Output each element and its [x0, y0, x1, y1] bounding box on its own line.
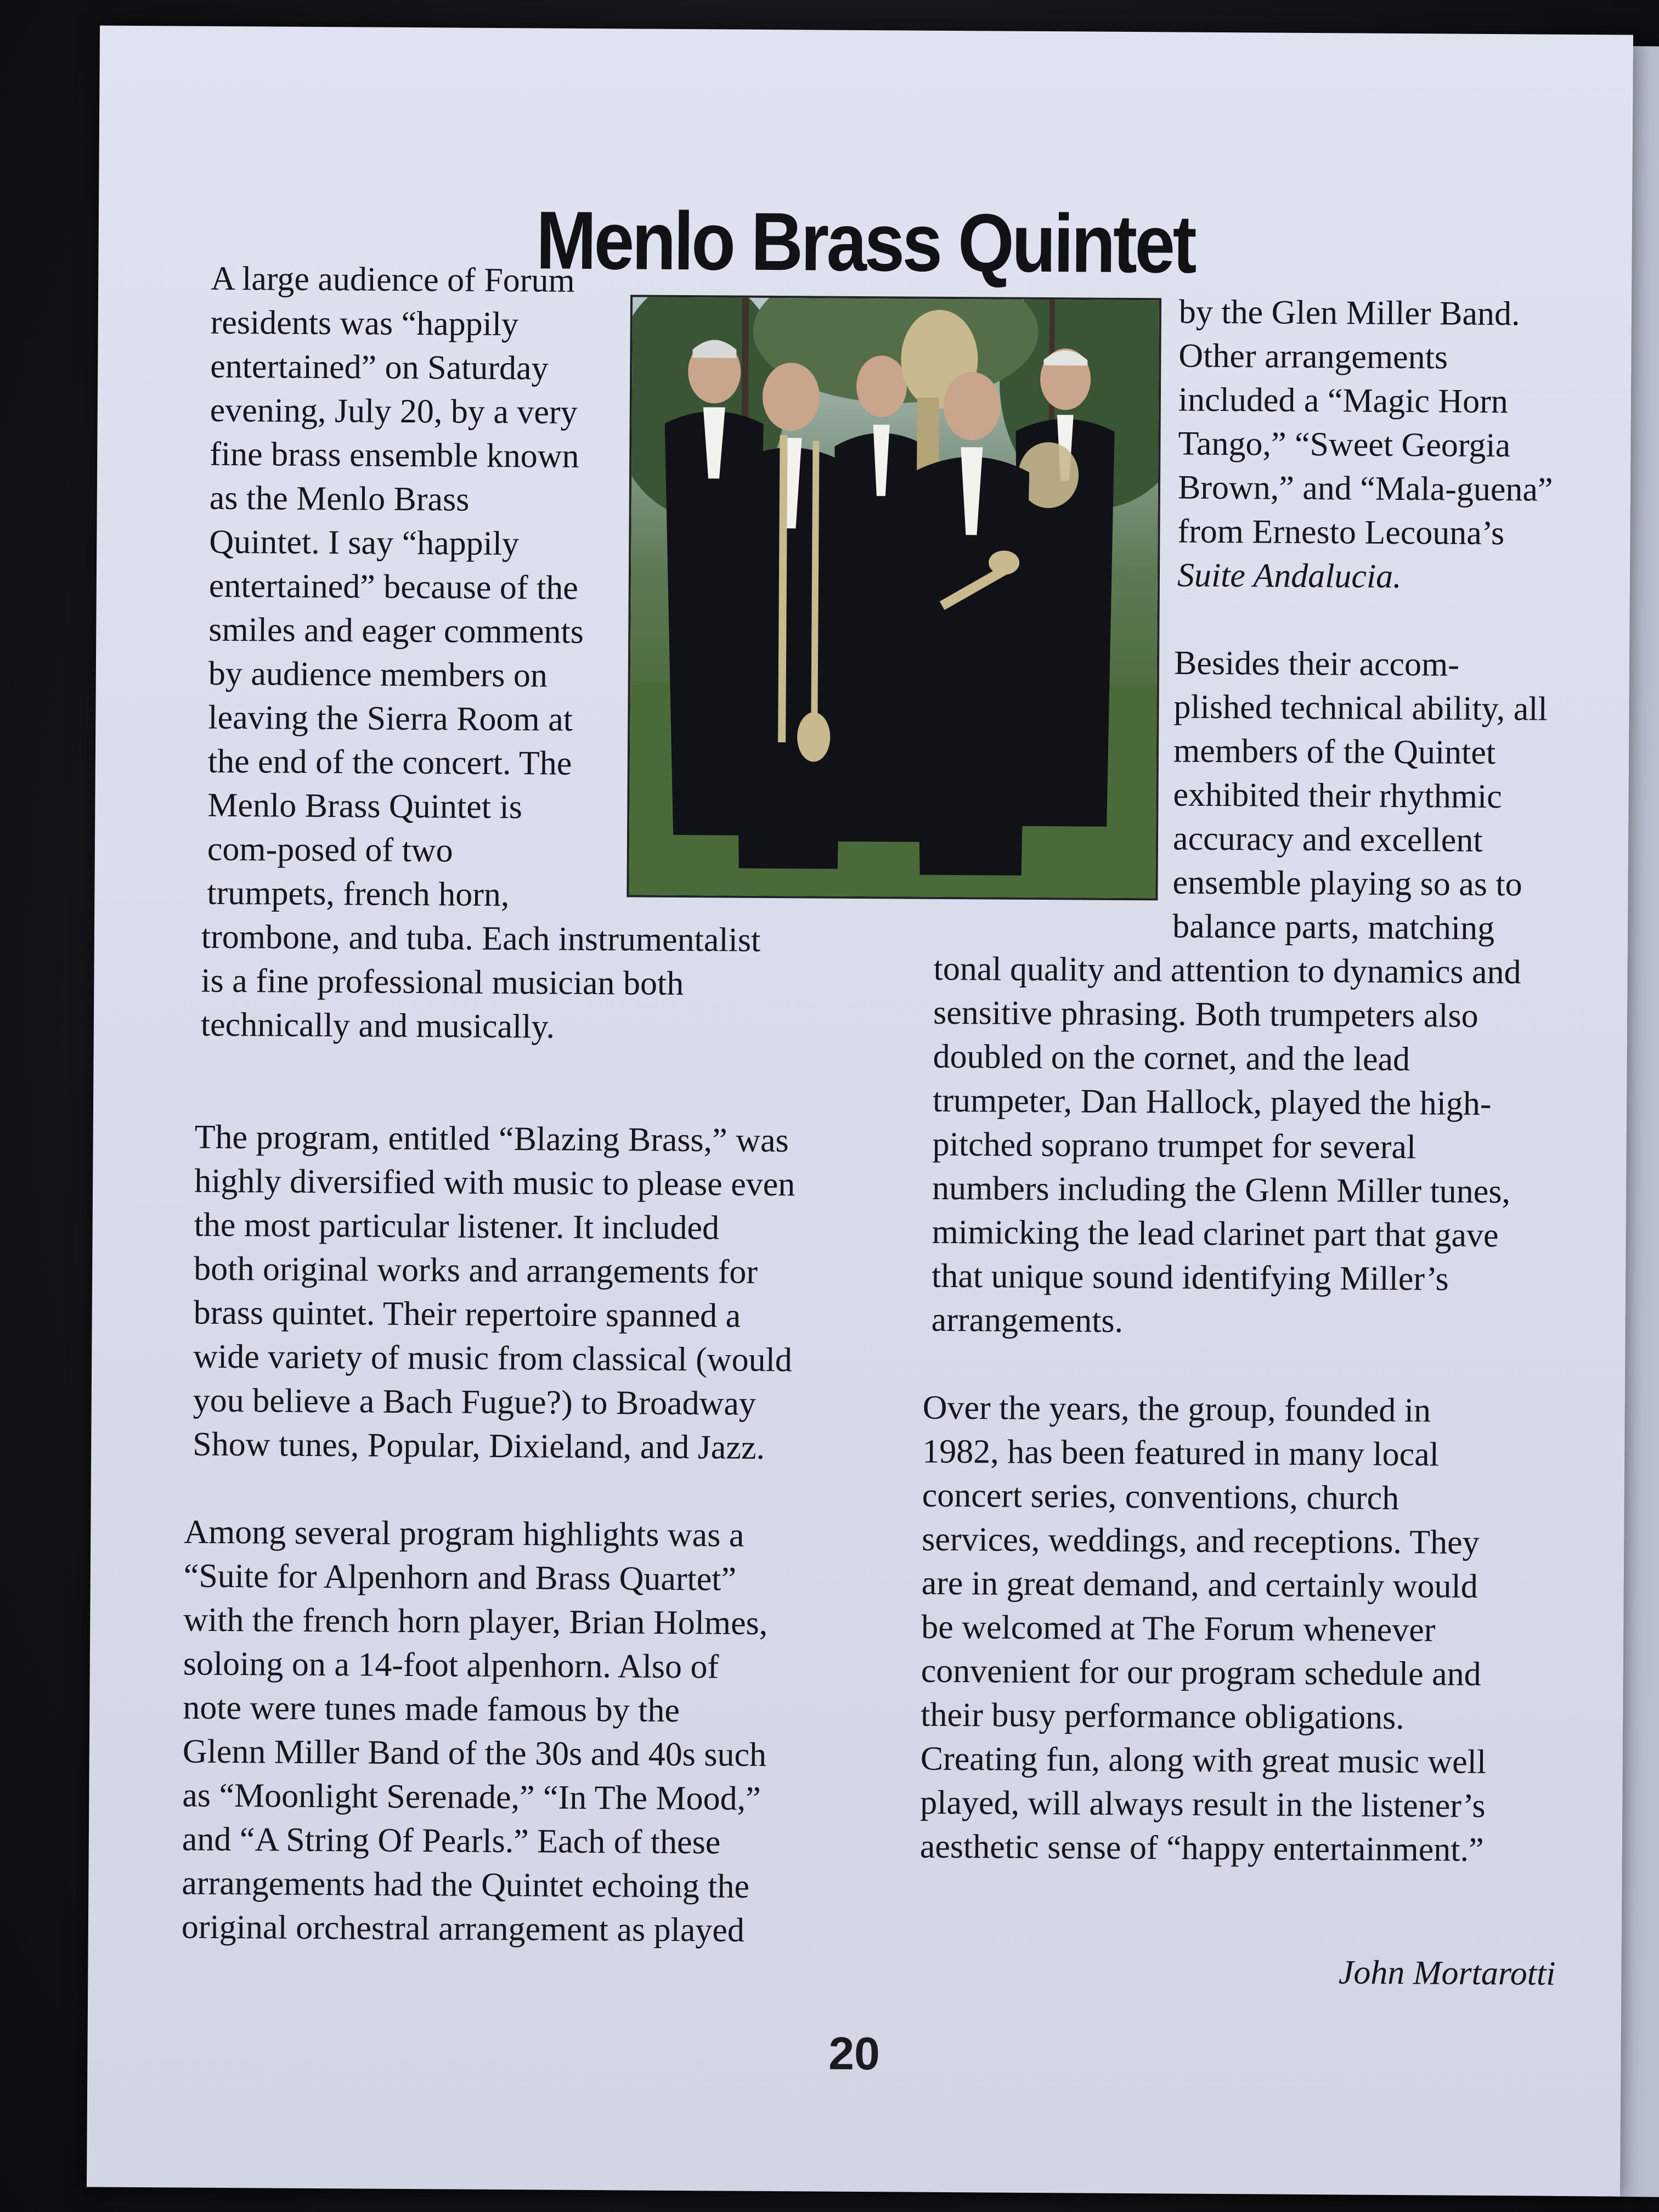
text-line: Menlo Brass Quintet is [207, 786, 523, 826]
text-line: The program, entitled “Blazing Brass,” was [194, 1118, 789, 1160]
text-line: arrangements. [931, 1301, 1124, 1340]
text-line: Over the years, the group, founded in [922, 1389, 1431, 1430]
text-line: convenient for our program schedule and [921, 1652, 1481, 1693]
text-line: numbers including the Glenn Miller tunes, [932, 1169, 1511, 1211]
text-line: original orchestral arrangement as played [181, 1908, 745, 1949]
text-line: Brown,” and “Mala-guena” [1177, 469, 1553, 509]
text-line: technically and musically. [200, 1006, 555, 1046]
text-line: Among several program highlights was a [184, 1513, 744, 1554]
text-line: trumpets, french horn, [207, 874, 510, 914]
text-line: members of the Quintet [1173, 732, 1496, 772]
left-para-3 [182, 1510, 881, 1953]
text-line: note were tunes made famous by the [183, 1689, 680, 1730]
text-line: tonal quality and attention to dynamics and [933, 950, 1521, 991]
text-line: wide variety of music from classical (would [193, 1338, 793, 1379]
text-line: are in great demand, and certainly would [921, 1564, 1478, 1605]
right-para-2-bottom [931, 947, 1613, 1346]
text-line: that unique sound identifying Miller’s [931, 1257, 1449, 1298]
text-line: accuracy and excellent [1172, 820, 1483, 859]
right-para-1 [1177, 290, 1607, 600]
text-line: balance parts, matching [1172, 907, 1495, 947]
page-number: 20 [828, 2027, 881, 2080]
text-line: evening, July 20, by a very [210, 391, 578, 431]
text-line: the most particular listener. It included [194, 1206, 720, 1247]
text-line-italic: Suite Andalucia. [1177, 556, 1402, 596]
text-line: you believe a Bach Fugue?) to Broadway [193, 1381, 757, 1423]
text-line: soloing on a 14-foot alpenhorn. Also of [183, 1645, 719, 1686]
quintet-photo [627, 295, 1161, 900]
quintet-photo-illustration [629, 297, 1159, 898]
text-line: and “A String Of Pearls.” Each of these [182, 1820, 721, 1861]
right-para-3 [920, 1386, 1614, 1873]
text-line: Glenn Miller Band of the 30s and 40s such [182, 1733, 767, 1774]
text-line: pitched soprano trumpet for several [932, 1125, 1417, 1166]
text-line: Tango,” “Sweet Georgia [1178, 425, 1511, 465]
text-line: services, weddings, and receptions. They [922, 1520, 1480, 1561]
text-line: entertained” because of the [208, 567, 579, 607]
text-line: 1982, has been featured in many local [922, 1432, 1440, 1474]
text-line: A large audience of Forum [211, 259, 575, 300]
text-line: Besides their accom- [1173, 644, 1460, 684]
text-line: sensitive phrasing. Both trumpeters also [933, 994, 1479, 1035]
text-line: Show tunes, Popular, Dixieland, and Jazz. [193, 1425, 765, 1466]
text-line: with the french horn player, Brian Holmes, [183, 1601, 768, 1642]
text-line: residents was “happily [210, 303, 519, 343]
text-line: is a fine professional musician both [201, 962, 684, 1003]
text-line: fine brass ensemble known [210, 435, 579, 475]
text-line: by the Glen Miller Band. [1178, 293, 1520, 333]
text-line: included a “Magic Horn [1178, 381, 1508, 421]
text-line: highly diversified with music to please even [194, 1162, 795, 1204]
text-line: Quintet. I say “happily [209, 523, 520, 563]
text-line: Creating fun, along with great music well [920, 1740, 1487, 1781]
text-line: entertained” on Saturday [210, 347, 549, 387]
text-line: Other arrangements [1178, 337, 1448, 376]
text-line: leaving the Sierra Room at [208, 698, 573, 738]
author-signature: John Mortarotti [1338, 1954, 1556, 1993]
text-line: ensemble playing so as to [1172, 864, 1522, 904]
text-line: as “Moonlight Serenade,” “In The Mood,” [182, 1776, 761, 1818]
text-line: concert series, conventions, church [922, 1476, 1400, 1517]
left-para-2 [193, 1115, 886, 1471]
text-line: plished technical ability, all [1173, 688, 1548, 728]
magazine-page [87, 25, 1633, 2196]
text-line: smiles and eager comments [208, 611, 584, 651]
text-line: both original works and arrangements for [194, 1250, 758, 1291]
text-line: the end of the concert. The [207, 742, 572, 782]
text-line: doubled on the cornet, and the lead [933, 1037, 1410, 1079]
text-line: com-posed of two [207, 830, 453, 870]
text-line: exhibited their rhythmic [1173, 776, 1502, 816]
text-line: be welcomed at The Forum whenever [921, 1608, 1436, 1649]
text-line: from Ernesto Lecouna’s [1177, 512, 1505, 552]
text-line: played, will always result in the listener’s [920, 1784, 1486, 1825]
text-line: as the Menlo Brass [209, 479, 470, 518]
left-para-1-bottom [201, 915, 887, 1051]
left-para-1-top [207, 257, 628, 918]
text-line: trombone, and tuba. Each instrumentalist [201, 918, 761, 959]
right-para-2-top [1172, 641, 1607, 951]
text-line: trumpeter, Dan Hallock, played the high- [932, 1081, 1492, 1123]
text-line: arrangements had the Quintet echoing the [182, 1864, 750, 1905]
text-line: mimicking the lead clarinet part that gave [932, 1213, 1499, 1255]
text-line: “Suite for Alpenhorn and Brass Quartet” [183, 1557, 737, 1598]
text-line: by audience members on [208, 654, 548, 695]
article-title: Menlo Brass Quintet [535, 194, 1195, 290]
text-line: their busy performance obligations. [921, 1696, 1405, 1737]
text-line: brass quintet. Their repertoire spanned a [193, 1294, 741, 1335]
text-line: aesthetic sense of “happy entertainment.” [919, 1827, 1484, 1869]
